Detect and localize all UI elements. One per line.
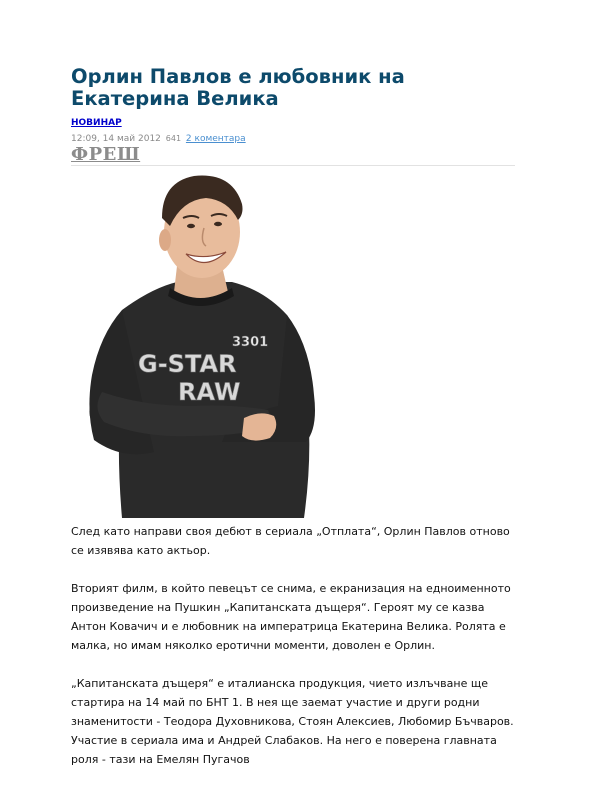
article-body	[71, 522, 521, 788]
comments-link[interactable]: 2 коментара	[185, 134, 246, 144]
article-date: 12:09, 14 май 2012	[71, 134, 161, 144]
section-link[interactable]: ФРЕШ	[71, 144, 141, 165]
shirt-brand-bottom: RAW	[178, 378, 241, 406]
article-photo	[82, 160, 322, 520]
shirt-brand-top: G-STAR	[138, 350, 237, 378]
shirt-number: 3301	[232, 335, 269, 350]
article-paragraph: След като направи своя дебют в сериала „Отплата“, Орлин Павлов отново се изявява като актьор.	[71, 525, 510, 557]
view-count: 641	[165, 134, 182, 143]
article-paragraph: Вторият филм, в който певецът се снима, е екранизация на едноименното произведение на Пушкин „Капитанската дъщеря“. Героят му се казва Антон Ковачич и е любовник на императрица Екатерина Велика. Ролята е малка, но имам няколко еротични моменти, доволен е Орлин.	[71, 582, 511, 652]
article-paragraph: „Капитанската дъщеря“ е италианска продукция, чието излъчване ще стартира на 14 май по БНТ 1. В нея ще заемат участие и други родни знаменитости - Теодора Духовникова, Стоян Алексиев, Любомир Бъчваров. Участие в сериала има и Андрей Слабаков. На него е поверена главната роля - тази на Емелян Пугачов	[71, 677, 514, 766]
article-header	[71, 66, 521, 166]
article-title: Орлин Павлов е любовник на Екатерина Велика	[71, 65, 405, 110]
category-link[interactable]: НОВИНАР	[71, 118, 122, 128]
